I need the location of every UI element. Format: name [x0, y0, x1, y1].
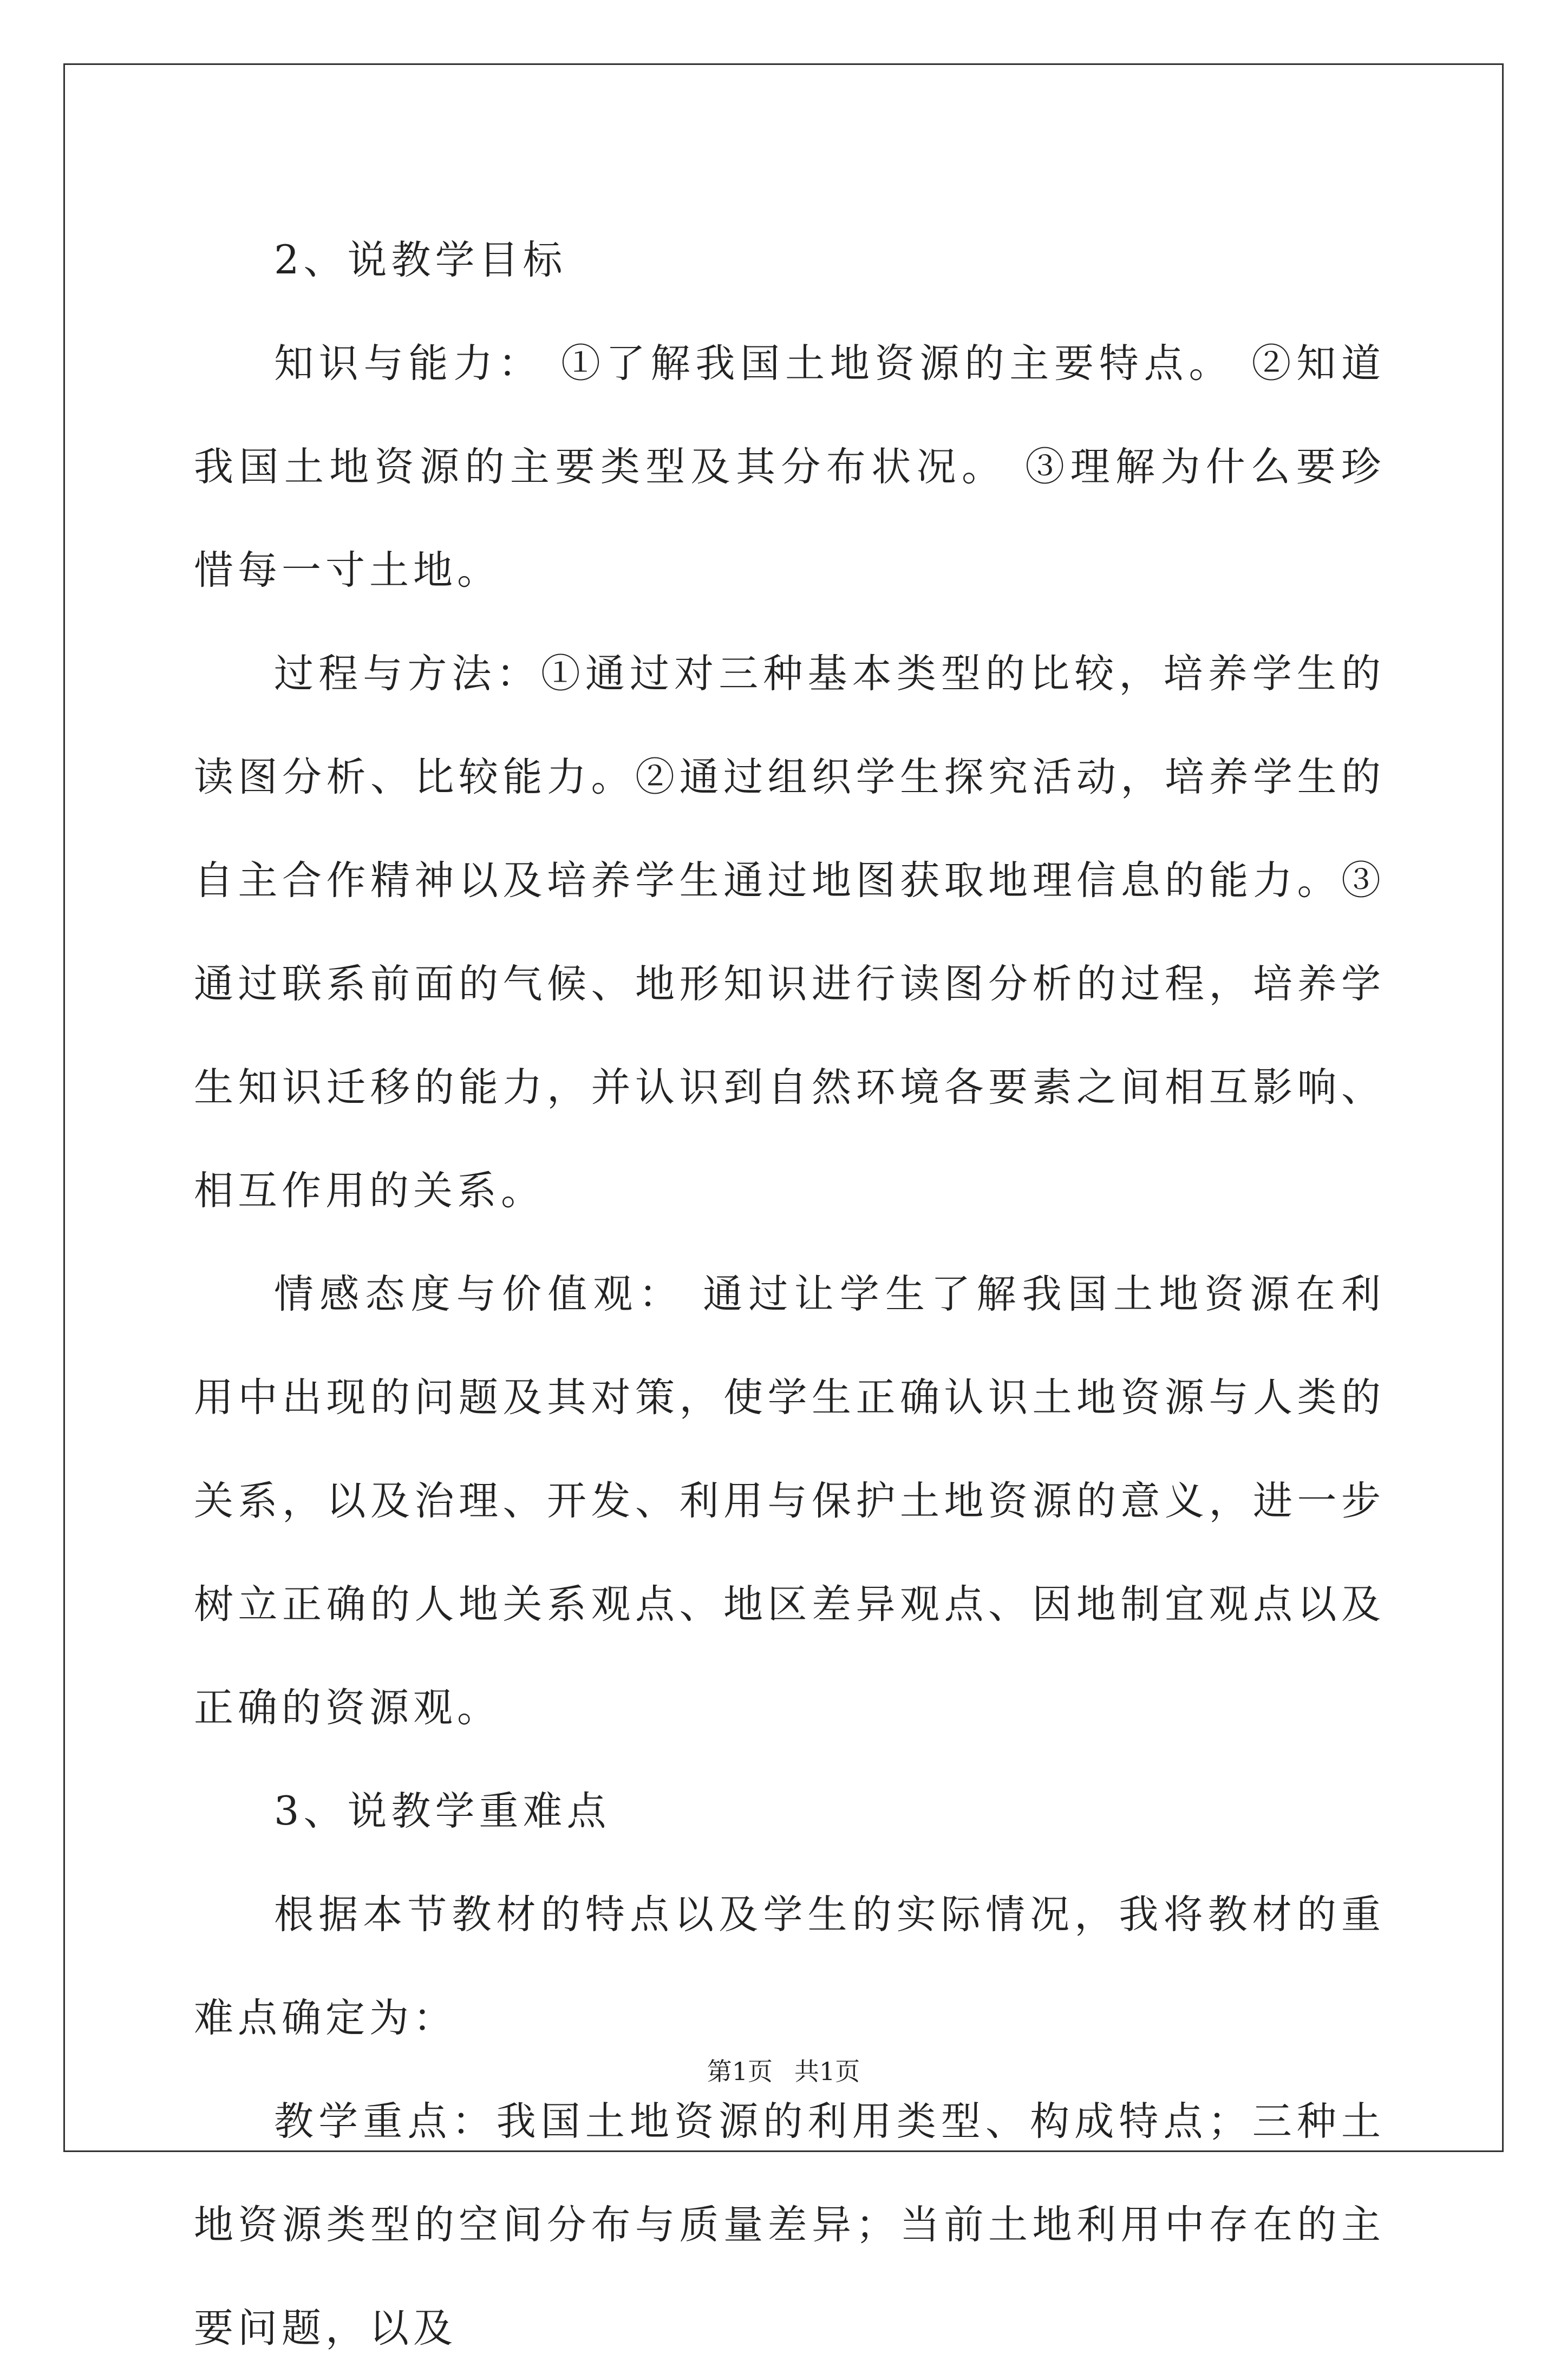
section-heading-key-points: 3、说教学重难点 — [274, 1788, 611, 1834]
paragraph-teaching-focus: 教学重点：我国土地资源的利用类型、构成特点；三种土地资源类型的空间分布与质量差异；当前土地利用中存在的主要问题，以及 — [194, 2098, 1385, 2351]
paragraph-process-method: 过程与方法：①通过对三种基本类型的比较，培养学生的读图分析、比较能力。②通过组织学生探究活动，培养学生的自主合作精神以及培养学生通过地图获取地理信息的能力。③通过联系前面的气候、地形知识进行读图分析的过程，培养学生知识迁移的能力，并认识到自然环境各要素之间相互影响、相互作用的关系。 — [194, 651, 1385, 1214]
paragraph-key-points-intro: 根据本节教材的特点以及学生的实际情况，我将教材的重难点确定为： — [194, 1892, 1385, 2041]
section-heading-teaching-goals: 2、说教学目标 — [274, 237, 567, 283]
page-total: 共1页 — [794, 2057, 860, 2086]
paragraph-knowledge-ability: 知识与能力： ①了解我国土地资源的主要特点。 ②知道我国土地资源的主要类型及其分布状况。 ③理解为什么要珍惜每一寸土地。 — [194, 341, 1385, 593]
page-footer — [0, 2052, 1567, 2088]
page-number: 第1页 — [707, 2057, 773, 2086]
paragraph-emotion-values: 情感态度与价值观： 通过让学生了解我国土地资源在利用中出现的问题及其对策，使学生正确认识土地资源与人类的关系，以及治理、开发、利用与保护土地资源的意义，进一步树立正确的人地关系观点、地区差异观点、因地制宜观点以及正确的资源观。 — [194, 1271, 1385, 1731]
